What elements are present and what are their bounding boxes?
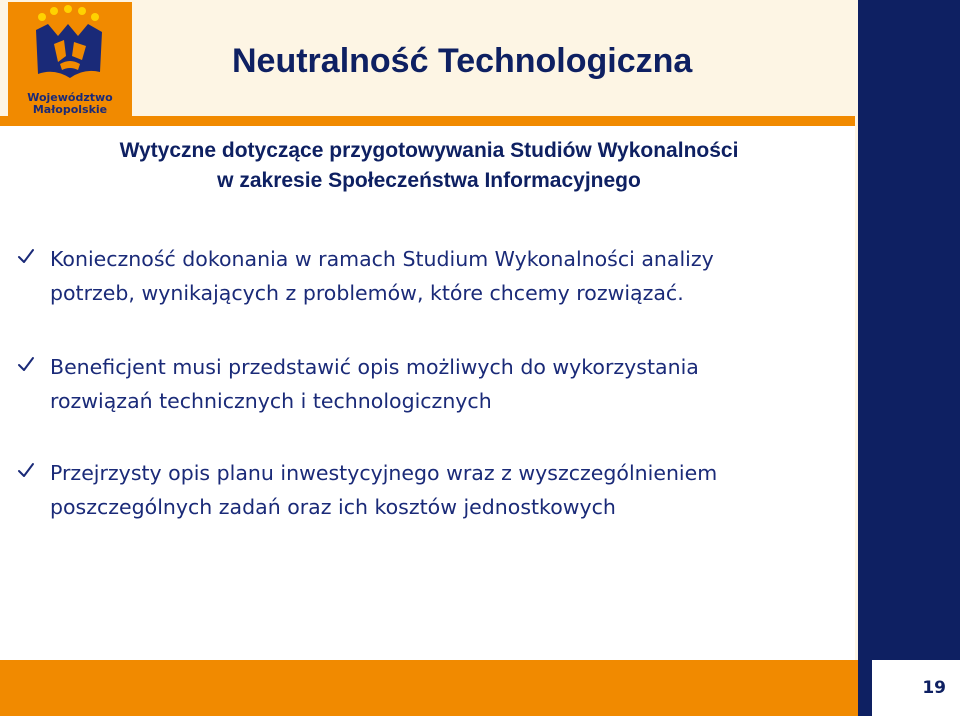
bullet-line: poszczególnych zadań oraz ich kosztów jednostkowych [50, 495, 616, 519]
subtitle-line-1: Wytyczne dotyczące przygotowywania Studiów Wykonalności [119, 139, 739, 162]
bullet-line: potrzeb, wynikających z problemów, które chcemy rozwiązać. [50, 281, 684, 305]
bullet-line: rozwiązań technicznych i technologicznych [50, 389, 492, 413]
subtitle-line-2: w zakresie Społeczeństwa Informacyjnego [217, 169, 641, 192]
page-number: 19 [872, 660, 960, 716]
right-navy-strip [858, 0, 960, 716]
slide-subtitle [0, 136, 858, 196]
logo-text [8, 92, 132, 116]
check-icon [16, 355, 36, 375]
bullet-line: Przejrzysty opis planu inwestycyjnego wraz z wyszczególnieniem [50, 461, 718, 485]
footer-bar [0, 660, 858, 716]
bullet-text [50, 456, 850, 524]
slide-title: Neutralność Technologiczna [232, 42, 693, 80]
check-icon [16, 461, 36, 481]
check-icon [16, 247, 36, 267]
logo-line-2: Małopolskie [32, 103, 108, 116]
malopolska-emblem-icon [8, 2, 132, 94]
bullet-text [50, 242, 850, 310]
bullet-line: Beneficjent musi przedstawić opis możliwych do wykorzystania [50, 355, 699, 379]
bullet-text [50, 350, 850, 418]
malopolska-logo [8, 2, 132, 124]
bullet-line: Konieczność dokonania w ramach Studium Wykonalności analizy [50, 247, 714, 271]
logo-line-1: Województwo [27, 91, 113, 104]
